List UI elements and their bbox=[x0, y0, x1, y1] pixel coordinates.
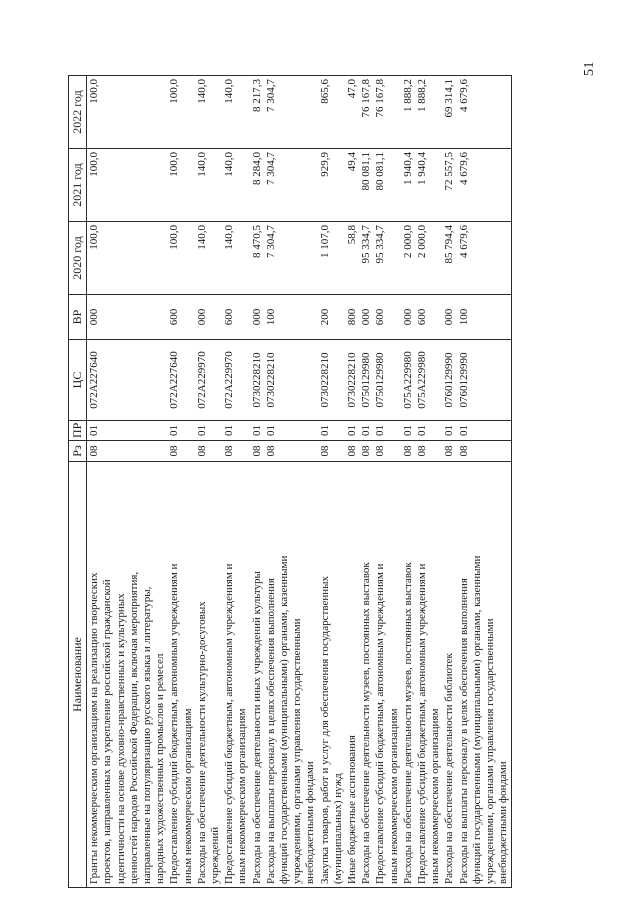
row-cs-cell: 0730228210 bbox=[318, 340, 345, 421]
row-name-line: функций государственными (муниципальными) органами, казенными bbox=[470, 555, 483, 884]
row-cs-cell: 0730228210 bbox=[264, 340, 318, 421]
row-value-2022: 8 217,3 bbox=[250, 76, 264, 149]
row-vr-cell: 100 bbox=[457, 295, 511, 340]
row-pr-cell: 01 bbox=[457, 421, 511, 441]
row-pr-cell: 01 bbox=[318, 421, 345, 441]
row-value-2022: 76 167,8 bbox=[359, 76, 373, 149]
table-row bbox=[195, 76, 222, 888]
row-name-line: Предоставление субсидий бюджетным, автономным учреждениям и bbox=[416, 563, 429, 884]
row-cs-cell: 072A227640 bbox=[87, 340, 168, 421]
header-vr: ВР bbox=[69, 295, 87, 340]
row-vr-cell: 800 bbox=[345, 295, 359, 340]
row-name-line: проектов, направленных на укрепление российской гражданской bbox=[101, 579, 114, 884]
row-name-line: Расходы на обеспечение деятельности библиотек bbox=[443, 653, 456, 884]
row-value-2021: 7 304,7 bbox=[264, 149, 318, 222]
table-header-row bbox=[69, 76, 87, 888]
row-value-2020: 2 000,0 bbox=[415, 222, 442, 295]
row-name-line: Расходы на обеспечение деятельности музеев, постоянных выставок bbox=[401, 562, 414, 884]
row-name-cell bbox=[222, 462, 249, 888]
row-value-2022: 100,0 bbox=[167, 76, 194, 149]
row-value-2020: 140,0 bbox=[195, 222, 222, 295]
row-rz-cell: 08 bbox=[222, 441, 249, 462]
table-row bbox=[373, 76, 400, 888]
header-pr: ПР bbox=[69, 421, 87, 441]
row-name-cell bbox=[359, 462, 373, 888]
row-name-line: народных художественных промыслов и ремесел bbox=[154, 653, 167, 884]
row-name-line: иным некоммерческим организациям bbox=[236, 708, 249, 884]
row-rz-cell: 08 bbox=[250, 441, 264, 462]
row-value-2022: 4 679,6 bbox=[457, 76, 511, 149]
row-name-line: идентичности на основе духовно-нравственных и культурных bbox=[114, 593, 127, 884]
row-name-line: ценностей народов Российской Федерации, включая мероприятия, bbox=[127, 571, 140, 884]
row-name-cell bbox=[167, 462, 194, 888]
row-rz-cell: 08 bbox=[87, 441, 168, 462]
row-rz-cell: 08 bbox=[457, 441, 511, 462]
row-pr-cell: 01 bbox=[401, 421, 415, 441]
row-vr-cell: 000 bbox=[250, 295, 264, 340]
row-name-line: направленные на популяризацию русского языка и литературы, bbox=[141, 586, 154, 884]
table-row bbox=[457, 76, 511, 888]
row-value-2021: 8 284,0 bbox=[250, 149, 264, 222]
row-pr-cell: 01 bbox=[250, 421, 264, 441]
row-rz-cell: 08 bbox=[373, 441, 400, 462]
row-name-line: Закупка товаров, работ и услуг для обеспечения государственных bbox=[318, 575, 331, 884]
header-year-2021: 2021 год bbox=[69, 149, 87, 222]
table-row bbox=[318, 76, 345, 888]
row-name-line: функций государственными (муниципальными) органами, казенными bbox=[278, 555, 291, 884]
table-row bbox=[87, 76, 168, 888]
row-value-2020: 100,0 bbox=[87, 222, 168, 295]
row-name-line: учреждений bbox=[209, 826, 222, 884]
row-vr-cell: 200 bbox=[318, 295, 345, 340]
row-name-cell bbox=[442, 462, 456, 888]
header-year-2022: 2022 год bbox=[69, 76, 87, 149]
row-name-line: Расходы на обеспечение деятельности музеев, постоянных выставок bbox=[360, 562, 373, 884]
row-name-line: (муниципальных) нужд bbox=[331, 773, 344, 884]
row-name-line: Гранты некоммерческим организациям на реализацию творческих bbox=[88, 572, 101, 884]
table-body bbox=[87, 76, 511, 888]
row-vr-cell: 600 bbox=[373, 295, 400, 340]
row-value-2021: 100,0 bbox=[87, 149, 168, 222]
row-value-2021: 4 679,6 bbox=[457, 149, 511, 222]
row-value-2022: 7 304,7 bbox=[264, 76, 318, 149]
row-cs-cell: 075A229980 bbox=[415, 340, 442, 421]
row-name-line: Расходы на обеспечение деятельности культурно-досуговых bbox=[195, 601, 208, 884]
row-name-line: учреждениями, органами управления государственными bbox=[484, 618, 497, 884]
row-name-line: Расходы на выплаты персоналу в целях обеспечения выполнения bbox=[457, 578, 470, 884]
row-vr-cell: 000 bbox=[195, 295, 222, 340]
row-value-2022: 1 888,2 bbox=[415, 76, 442, 149]
row-rz-cell: 08 bbox=[401, 441, 415, 462]
row-pr-cell: 01 bbox=[264, 421, 318, 441]
row-pr-cell: 01 bbox=[359, 421, 373, 441]
row-value-2020: 7 304,7 bbox=[264, 222, 318, 295]
row-name-line: иным некоммерческим организациям bbox=[181, 708, 194, 884]
row-cs-cell: 0750129980 bbox=[359, 340, 373, 421]
row-vr-cell: 000 bbox=[87, 295, 168, 340]
row-value-2020: 1 107,0 bbox=[318, 222, 345, 295]
row-value-2021: 1 940,4 bbox=[415, 149, 442, 222]
row-cs-cell: 0730228210 bbox=[345, 340, 359, 421]
row-name-line: Предоставление субсидий бюджетным, автономным учреждениям и bbox=[168, 563, 181, 884]
table-row bbox=[401, 76, 415, 888]
header-rz: Рз bbox=[69, 441, 87, 462]
row-value-2020: 95 334,7 bbox=[373, 222, 400, 295]
row-cs-cell: 0750129980 bbox=[373, 340, 400, 421]
row-vr-cell: 600 bbox=[167, 295, 194, 340]
table-row bbox=[167, 76, 194, 888]
row-value-2020: 85 794,4 bbox=[442, 222, 456, 295]
row-value-2020: 2 000,0 bbox=[401, 222, 415, 295]
table-row bbox=[415, 76, 442, 888]
row-name-cell bbox=[264, 462, 318, 888]
row-value-2022: 865,6 bbox=[318, 76, 345, 149]
row-value-2021: 72 557,5 bbox=[442, 149, 456, 222]
row-cs-cell: 072A229970 bbox=[222, 340, 249, 421]
row-value-2020: 100,0 bbox=[167, 222, 194, 295]
row-value-2022: 100,0 bbox=[87, 76, 168, 149]
row-value-2021: 929,9 bbox=[318, 149, 345, 222]
row-cs-cell: 0760129990 bbox=[442, 340, 456, 421]
row-name-line: учреждениями, органами управления государственными bbox=[291, 618, 304, 884]
row-pr-cell: 01 bbox=[442, 421, 456, 441]
row-pr-cell: 01 bbox=[222, 421, 249, 441]
rotated-document-sheet bbox=[68, 76, 568, 888]
row-vr-cell: 100 bbox=[264, 295, 318, 340]
row-value-2021: 1 940,4 bbox=[401, 149, 415, 222]
header-year-2020: 2020 год bbox=[69, 222, 87, 295]
row-name-line: Иные бюджетные ассигнования bbox=[346, 735, 359, 884]
row-value-2020: 140,0 bbox=[222, 222, 249, 295]
row-name-line: внебюджетными фондами bbox=[304, 761, 317, 884]
row-value-2022: 140,0 bbox=[195, 76, 222, 149]
row-name-cell bbox=[250, 462, 264, 888]
row-value-2021: 140,0 bbox=[222, 149, 249, 222]
budget-table bbox=[68, 75, 512, 888]
row-cs-cell: 075A229980 bbox=[401, 340, 415, 421]
row-cs-cell: 0760129990 bbox=[457, 340, 511, 421]
row-cs-cell: 0730228210 bbox=[250, 340, 264, 421]
row-name-cell bbox=[345, 462, 359, 888]
row-pr-cell: 01 bbox=[195, 421, 222, 441]
header-name: Наименование bbox=[69, 462, 87, 888]
row-name-cell bbox=[318, 462, 345, 888]
row-value-2022: 47,0 bbox=[345, 76, 359, 149]
row-name-line: Предоставление субсидий бюджетным, автономным учреждениям и bbox=[374, 563, 387, 884]
row-name-cell bbox=[195, 462, 222, 888]
row-value-2021: 80 081,1 bbox=[359, 149, 373, 222]
row-pr-cell: 01 bbox=[415, 421, 442, 441]
row-name-line: Расходы на выплаты персоналу в целях обеспечения выполнения bbox=[264, 578, 277, 884]
row-vr-cell: 000 bbox=[401, 295, 415, 340]
row-vr-cell: 600 bbox=[222, 295, 249, 340]
table-row bbox=[442, 76, 456, 888]
row-name-cell bbox=[457, 462, 511, 888]
row-value-2020: 95 334,7 bbox=[359, 222, 373, 295]
table-row bbox=[222, 76, 249, 888]
row-rz-cell: 08 bbox=[415, 441, 442, 462]
row-value-2020: 4 679,6 bbox=[457, 222, 511, 295]
table-row bbox=[250, 76, 264, 888]
row-name-line: Расходы на обеспечение деятельности иных учреждений культуры bbox=[250, 571, 263, 884]
row-name-cell bbox=[373, 462, 400, 888]
table-row bbox=[264, 76, 318, 888]
row-rz-cell: 08 bbox=[442, 441, 456, 462]
header-cs: ЦС bbox=[69, 340, 87, 421]
row-value-2021: 80 081,1 bbox=[373, 149, 400, 222]
row-value-2021: 140,0 bbox=[195, 149, 222, 222]
row-rz-cell: 08 bbox=[359, 441, 373, 462]
row-pr-cell: 01 bbox=[167, 421, 194, 441]
row-name-cell bbox=[401, 462, 415, 888]
row-rz-cell: 08 bbox=[318, 441, 345, 462]
row-value-2020: 8 470,5 bbox=[250, 222, 264, 295]
row-name-cell bbox=[415, 462, 442, 888]
row-vr-cell: 000 bbox=[359, 295, 373, 340]
row-value-2022: 1 888,2 bbox=[401, 76, 415, 149]
table-row bbox=[359, 76, 373, 888]
row-name-cell bbox=[87, 462, 168, 888]
row-pr-cell: 01 bbox=[373, 421, 400, 441]
row-pr-cell: 01 bbox=[345, 421, 359, 441]
row-value-2021: 49,4 bbox=[345, 149, 359, 222]
row-rz-cell: 08 bbox=[345, 441, 359, 462]
row-name-line: Предоставление субсидий бюджетным, автономным учреждениям и bbox=[223, 563, 236, 884]
row-rz-cell: 08 bbox=[264, 441, 318, 462]
row-value-2022: 69 314,1 bbox=[442, 76, 456, 149]
row-vr-cell: 600 bbox=[415, 295, 442, 340]
row-pr-cell: 01 bbox=[87, 421, 168, 441]
row-name-line: внебюджетными фондами bbox=[497, 761, 510, 884]
row-cs-cell: 072A229970 bbox=[195, 340, 222, 421]
table-row bbox=[345, 76, 359, 888]
row-cs-cell: 072A227640 bbox=[167, 340, 194, 421]
row-value-2021: 100,0 bbox=[167, 149, 194, 222]
row-value-2022: 76 167,8 bbox=[373, 76, 400, 149]
row-rz-cell: 08 bbox=[167, 441, 194, 462]
row-vr-cell: 000 bbox=[442, 295, 456, 340]
row-name-line: иным некоммерческим организациям bbox=[387, 708, 400, 884]
row-value-2022: 140,0 bbox=[222, 76, 249, 149]
page-number: 51 bbox=[582, 61, 597, 76]
row-value-2020: 58,8 bbox=[345, 222, 359, 295]
row-name-line: иным некоммерческим организациям bbox=[429, 708, 442, 884]
row-rz-cell: 08 bbox=[195, 441, 222, 462]
